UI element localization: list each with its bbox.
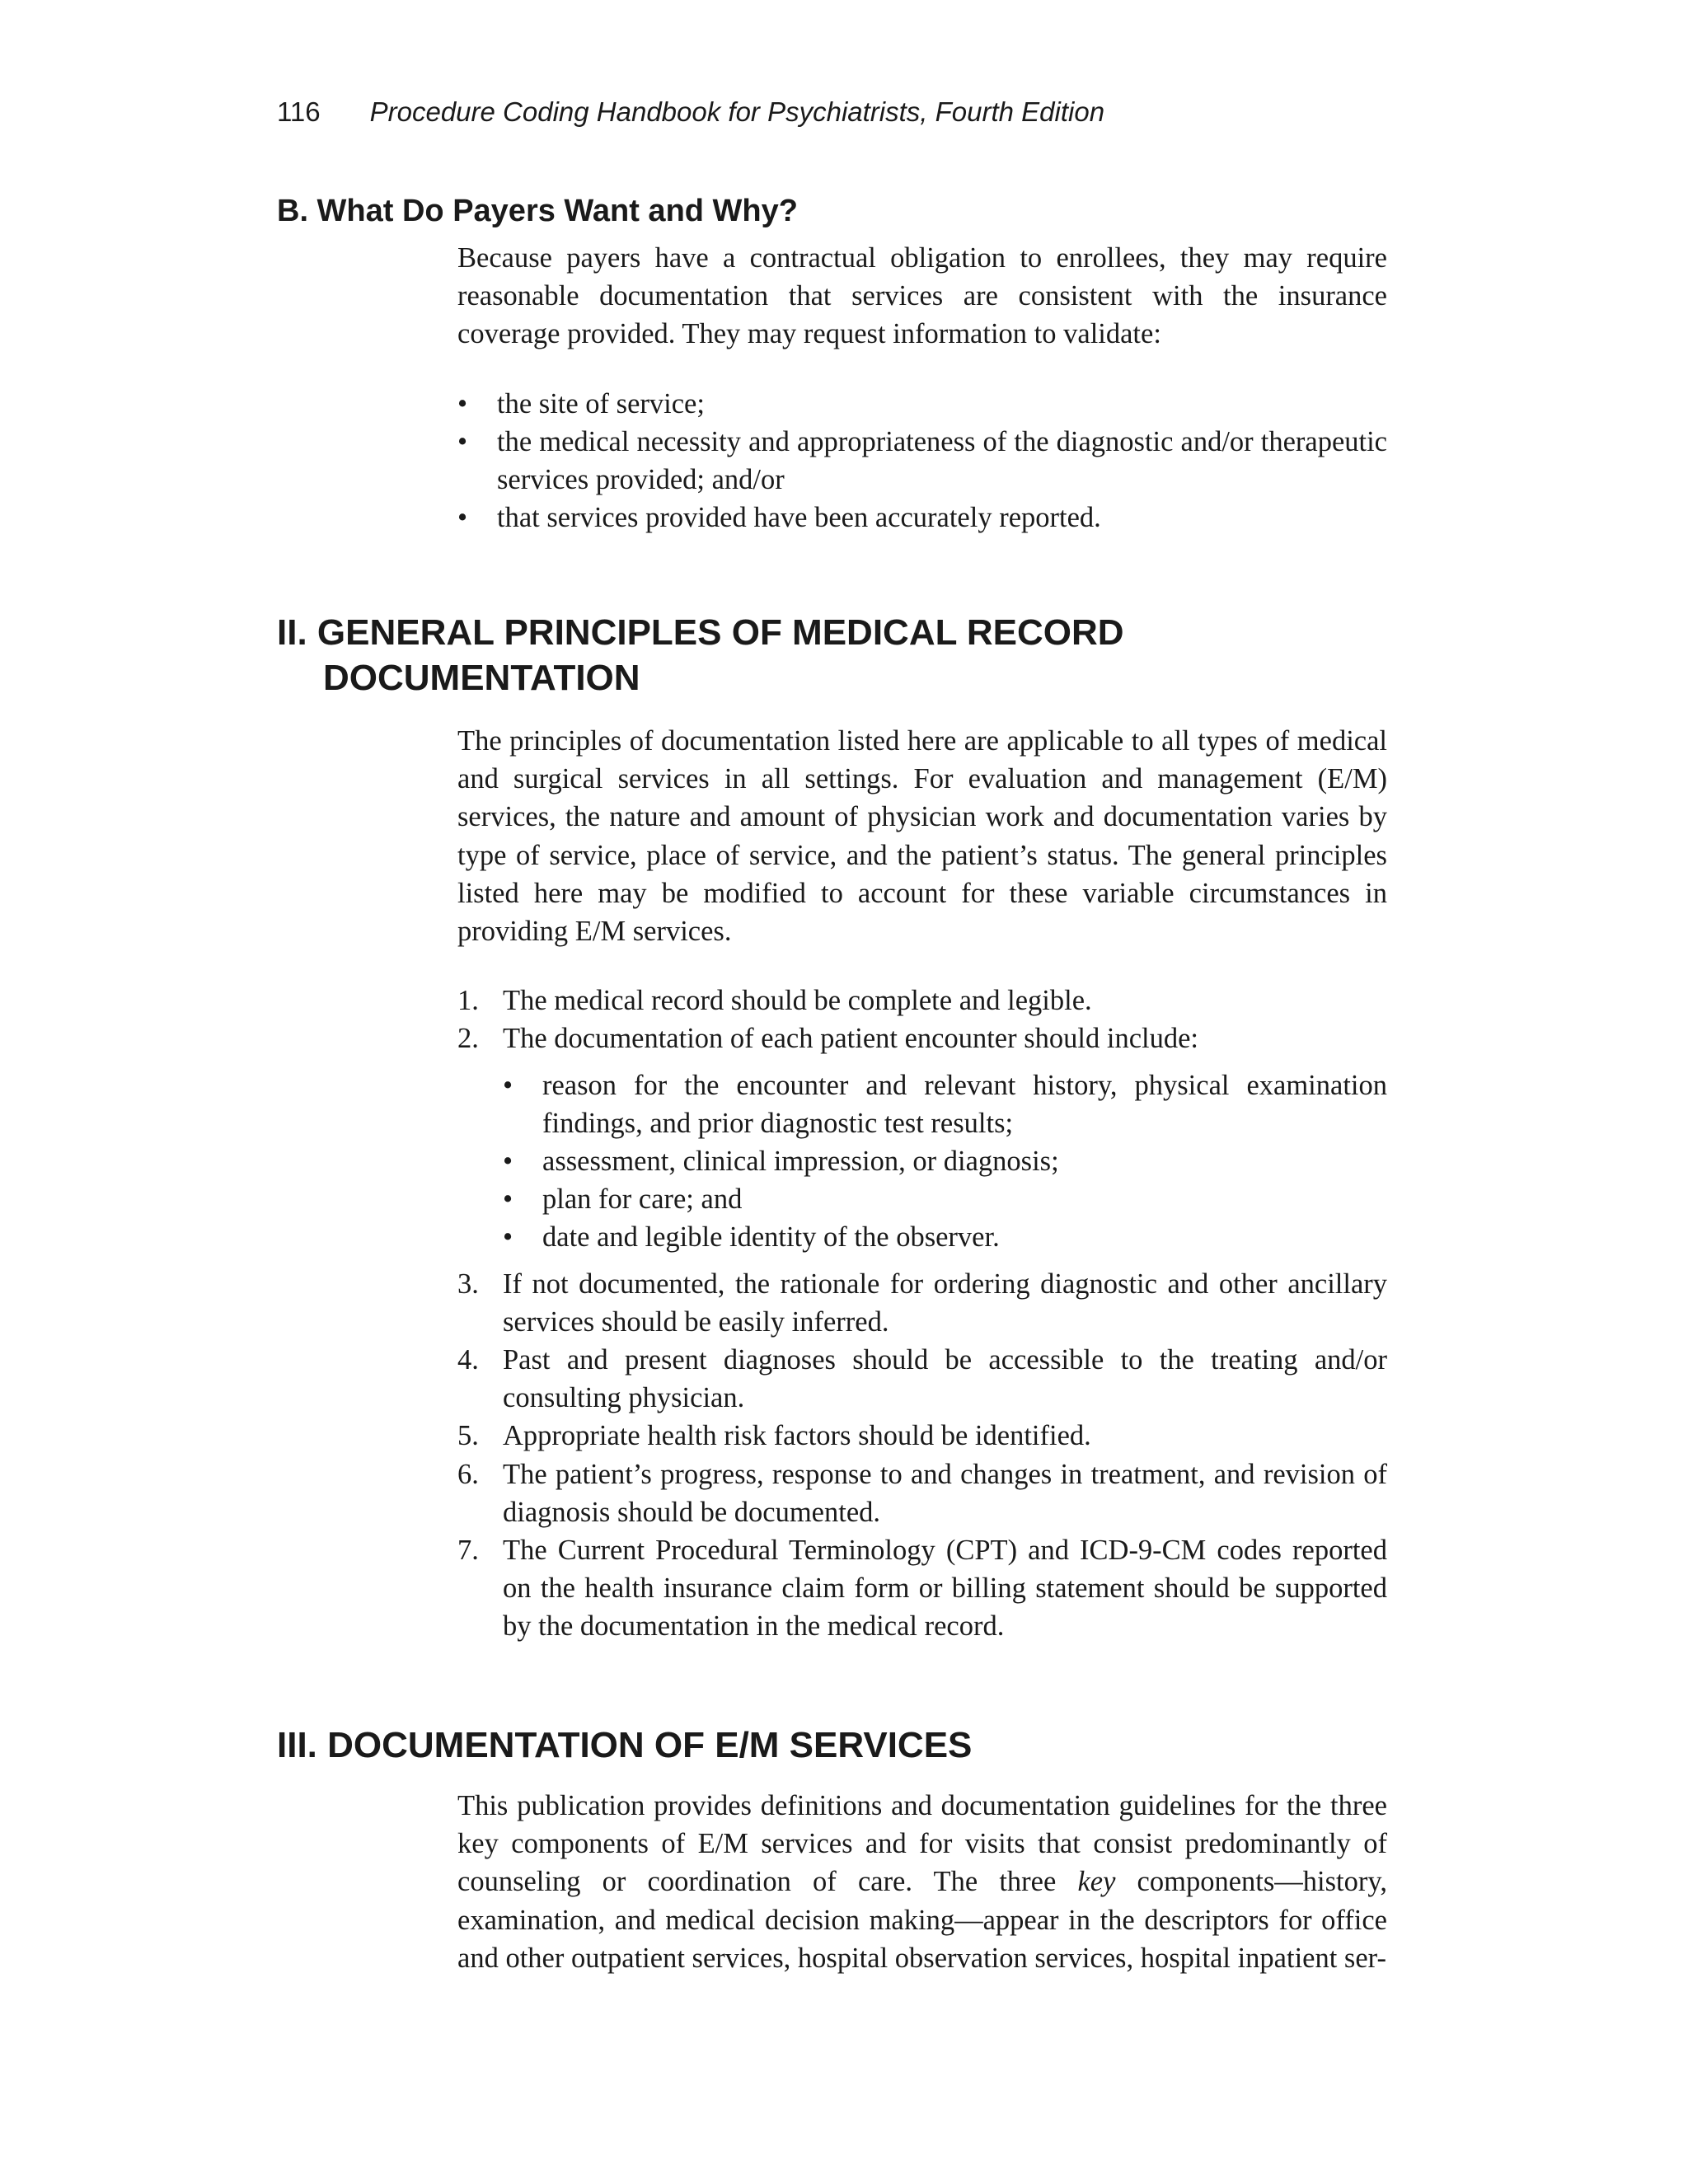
list-item [457, 1455, 1387, 1531]
section-iii-paragraph [457, 1787, 1387, 1977]
item-text: The patient’s progress, response to and changes in treatment, and revision of diagnosis should be documented. [503, 1458, 1387, 1528]
item-text: The documentation of each patient encounter should include: [503, 1023, 1199, 1055]
paragraph-text: components—history, examination, and medical decision making—appear in the descriptors for office and other outpatient services, hospital observation services, hospital inpatient ser- [457, 1866, 1387, 1974]
item-number: 7. [457, 1535, 479, 1567]
item-number: 5. [457, 1420, 479, 1452]
principles-list [457, 982, 1387, 1645]
item-text: The medical record should be complete and legible. [503, 985, 1092, 1017]
section-ii-intro: The principles of documentation listed here are applicable to all types of medical and surgical services in all settings. For evaluation and management (E/M) services, the nature and amount of physician work and documentation varies by type of service, place of service, and the patient’s status. The general principles listed here may be modified to account for these variable circumstances in providing E/M services. [457, 725, 1387, 948]
section-ii-heading-line1: II. GENERAL PRINCIPLES OF MEDICAL RECORD [277, 612, 1124, 653]
list-item [457, 1531, 1387, 1646]
list-item: • the site of service; [457, 385, 1387, 423]
list-item [457, 1417, 1387, 1455]
emphasis-key: key [1077, 1866, 1116, 1898]
encounter-bullet-list [503, 1066, 1387, 1257]
item-text: If not documented, the rationale for ordering diagnostic and other ancillary services should be easily inferred. [503, 1268, 1387, 1338]
list-item: • plan for care; and [503, 1180, 1387, 1218]
section-ii-body [457, 722, 1387, 1646]
list-item [457, 1341, 1387, 1417]
list-item: • that services provided have been accurately reported. [457, 499, 1387, 537]
paragraph-text: This publication provides definitions and documentation guidelines for the three key components of E/M services and for visits that consist predominantly of counseling or coordination of care. The three [457, 1790, 1387, 1898]
item-text: Appropriate health risk factors should be identified. [503, 1420, 1091, 1452]
book-title: Procedure Coding Handbook for Psychiatrists, Fourth Edition [369, 96, 1105, 127]
section-b-body [457, 239, 1387, 537]
page-number: 116 [277, 96, 321, 127]
list-item: • reason for the encounter and relevant history, physical examination findings, and prior diagnostic test results; [503, 1066, 1387, 1142]
section-iii-heading: III. DOCUMENTATION OF E/M SERVICES [277, 1725, 973, 1765]
item-number: 6. [457, 1458, 479, 1490]
item-number: 3. [457, 1268, 479, 1300]
section-iii-body [457, 1787, 1387, 1977]
list-item [457, 1019, 1387, 1256]
item-number: 1. [457, 985, 479, 1017]
section-b-heading: B. What Do Payers Want and Why? [277, 194, 798, 228]
section-b-intro: Because payers have a contractual obligation to enrollees, they may require reasonable documentation that services are consistent with the insurance coverage provided. They may request information to validate: [457, 242, 1387, 350]
list-item [457, 1265, 1387, 1341]
item-text: Past and present diagnoses should be accessible to the treating and/or consulting physician. [503, 1344, 1387, 1414]
running-head [277, 92, 1104, 132]
item-number: 2. [457, 1023, 479, 1055]
item-number: 4. [457, 1344, 479, 1376]
section-ii-heading [277, 610, 1124, 701]
section-ii-heading-line2: DOCUMENTATION [323, 658, 640, 698]
list-item: • the medical necessity and appropriateness of the diagnostic and/or therapeutic services provided; and/or [457, 423, 1387, 499]
section-b-bullet-list [457, 385, 1387, 537]
list-item: • assessment, clinical impression, or diagnosis; [503, 1142, 1387, 1180]
item-text: The Current Procedural Terminology (CPT) and ICD-9-CM codes reported on the health insurance claim form or billing statement should be supported by the documentation in the medical record. [503, 1535, 1387, 1643]
list-item [457, 982, 1387, 1019]
list-item: • date and legible identity of the observer. [503, 1218, 1387, 1256]
